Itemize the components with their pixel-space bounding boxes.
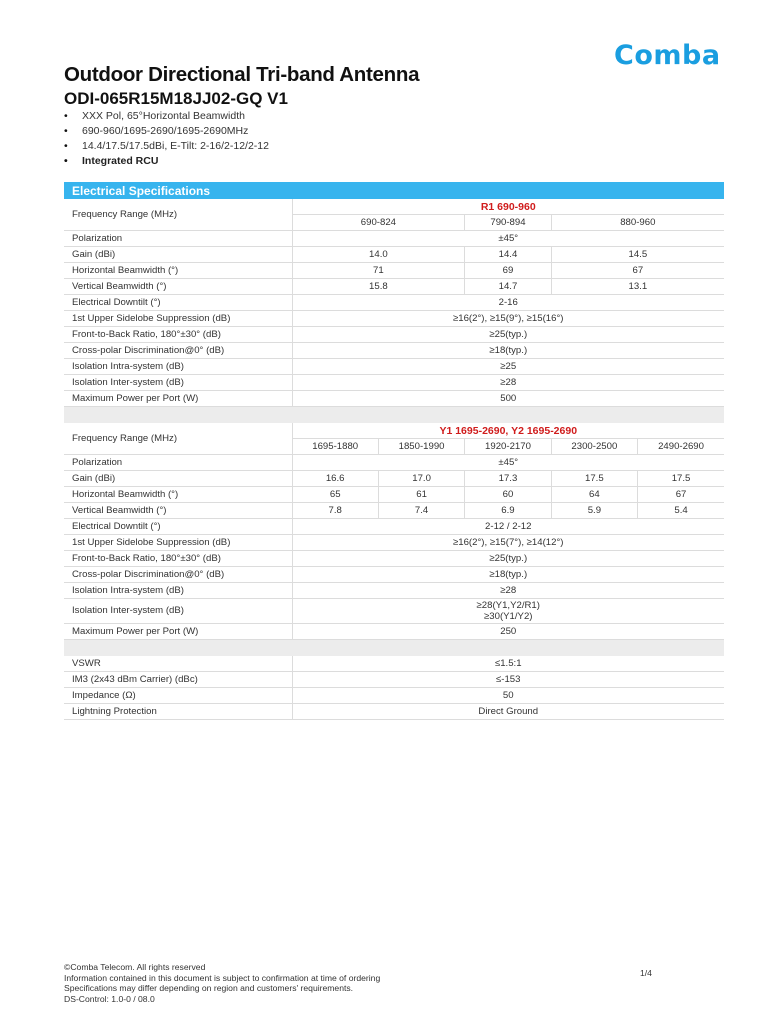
spec-row: [64, 231, 724, 247]
spec-label: Electrical Downtilt (°): [64, 519, 292, 535]
spec-value: 14.0: [292, 247, 465, 263]
spec-label: Horizontal Beamwidth (°): [64, 263, 292, 279]
spec-value: 17.5: [638, 471, 724, 487]
spec-row: [64, 704, 724, 720]
spec-row: [64, 503, 724, 519]
spec-label: Electrical Downtilt (°): [64, 295, 292, 311]
spec-value: [292, 551, 724, 567]
spec-value-line: ≥25(typ.): [489, 328, 528, 340]
spec-row: [64, 519, 724, 535]
band-label: R1 690-960: [292, 199, 724, 215]
spec-label: Isolation Intra-system (dB): [64, 359, 292, 375]
spec-value: [292, 624, 724, 640]
spec-row: [64, 391, 724, 407]
spec-value: 17.5: [551, 471, 637, 487]
spec-label: Polarization: [64, 231, 292, 247]
spec-label: Vertical Beamwidth (°): [64, 279, 292, 295]
section-header-row: [64, 182, 724, 199]
spec-value: 61: [378, 487, 464, 503]
spec-label: Polarization: [64, 455, 292, 471]
spec-value-line: ≥18(typ.): [489, 344, 528, 356]
spec-label: Cross-polar Discrimination@0° (dB): [64, 343, 292, 359]
spec-label: Maximum Power per Port (W): [64, 624, 292, 640]
spec-label: Isolation Inter-system (dB): [64, 599, 292, 624]
freq-column: 2300-2500: [551, 439, 637, 455]
spec-value: 14.7: [465, 279, 551, 295]
freq-column: 690-824: [292, 215, 465, 231]
spec-value: [292, 231, 724, 247]
freq-column: 1695-1880: [292, 439, 378, 455]
spec-label: IM3 (2x43 dBm Carrier) (dBc): [64, 672, 292, 688]
feature-item: • XXX Pol, 65°Horizontal Beamwidth: [64, 109, 269, 124]
spec-value: [292, 375, 724, 391]
spec-value: [292, 391, 724, 407]
band-label: Y1 1695-2690, Y2 1695-2690: [292, 423, 724, 439]
spec-value: 5.9: [551, 503, 637, 519]
spec-row: [64, 688, 724, 704]
spec-label: VSWR: [64, 656, 292, 672]
freq-column: 790-894: [465, 215, 551, 231]
spec-row: [64, 247, 724, 263]
spec-row: [64, 359, 724, 375]
spec-value: 67: [551, 263, 724, 279]
spec-row: [64, 624, 724, 640]
feature-item: • 14.4/17.5/17.5dBi, E-Tilt: 2-16/2-12/2-12: [64, 139, 269, 154]
spec-value: 15.8: [292, 279, 465, 295]
footer: [64, 962, 380, 1004]
spec-row: [64, 343, 724, 359]
spec-value-line: ≥16(2°), ≥15(7°), ≥14(12°): [453, 536, 564, 548]
spec-value: [292, 583, 724, 599]
spec-row: [64, 656, 724, 672]
spec-value: 17.0: [378, 471, 464, 487]
spec-value: 13.1: [551, 279, 724, 295]
section-header: Electrical Specifications: [64, 182, 724, 199]
spec-label: Vertical Beamwidth (°): [64, 503, 292, 519]
spec-value: 50: [292, 688, 724, 704]
page-title: Outdoor Directional Tri-band Antenna: [64, 63, 420, 86]
spec-value: [292, 359, 724, 375]
spec-row: [64, 567, 724, 583]
spec-label: Lightning Protection: [64, 704, 292, 720]
separator-cell: [64, 407, 724, 424]
spec-value: [292, 519, 724, 535]
spec-row: [64, 583, 724, 599]
freq-column: 880-960: [551, 215, 724, 231]
spec-value-line: ≥28: [500, 376, 517, 388]
spec-value: 65: [292, 487, 378, 503]
spec-label: Impedance (Ω): [64, 688, 292, 704]
spec-value: [292, 455, 724, 471]
freq-column: 2490-2690: [638, 439, 724, 455]
freq-range-label: Frequency Range (MHz): [64, 199, 292, 231]
spec-row: [64, 535, 724, 551]
feature-item: • 690-960/1695-2690/1695-2690MHz: [64, 124, 269, 139]
section-separator: [64, 407, 724, 424]
spec-value: Direct Ground: [292, 704, 724, 720]
spec-value-line: ≥30(Y1/Y2): [484, 611, 533, 622]
freq-column: 1920-2170: [465, 439, 551, 455]
spec-value: 7.8: [292, 503, 378, 519]
spec-label: Front-to-Back Ratio, 180°±30° (dB): [64, 551, 292, 567]
model-number: ODI-065R15M18JJ02-GQ V1: [64, 89, 288, 108]
spec-row: [64, 327, 724, 343]
spec-value: 64: [551, 487, 637, 503]
spec-value: 5.4: [638, 503, 724, 519]
spec-value: [292, 295, 724, 311]
spec-value: 60: [465, 487, 551, 503]
spec-value: 14.5: [551, 247, 724, 263]
spec-value-line: ≥28: [500, 584, 517, 596]
footer-copyright: ©Comba Telecom. All rights reserved: [64, 962, 206, 972]
spec-value-line: ±45°: [498, 456, 519, 468]
spec-value-line: ≥25(typ.): [489, 552, 528, 564]
footer-disclaimer: Information contained in this document is subject to confirmation at time of ordering: [64, 972, 381, 983]
spec-value: [292, 567, 724, 583]
spec-label: 1st Upper Sidelobe Suppression (dB): [64, 535, 292, 551]
section-separator: [64, 640, 724, 657]
spec-value-line: ≥18(typ.): [489, 568, 528, 580]
comba-logo: Comba: [614, 40, 721, 71]
spec-label: Front-to-Back Ratio, 180°±30° (dB): [64, 327, 292, 343]
spec-label: Gain (dBi): [64, 471, 292, 487]
spec-row: [64, 551, 724, 567]
spec-value: 71: [292, 263, 465, 279]
spec-value-line: 500: [500, 392, 517, 404]
feature-item: • Integrated RCU: [64, 154, 269, 169]
spec-value: ≤1.5:1: [292, 656, 724, 672]
spec-value: ≤-153: [292, 672, 724, 688]
spec-value: [292, 327, 724, 343]
spec-value-line: ≥16(2°), ≥15(9°), ≥15(16°): [453, 312, 564, 324]
spec-value-line: 250: [500, 625, 517, 637]
spec-row: [64, 295, 724, 311]
spec-value: 17.3: [465, 471, 551, 487]
spec-value-line: ≥28(Y1,Y2/R1): [476, 600, 540, 611]
spec-value: 7.4: [378, 503, 464, 519]
footer-note: Specifications may differ depending on region and customers' requirements.: [64, 983, 354, 993]
spec-value-line: 2-12 / 2-12: [485, 520, 532, 532]
spec-label: 1st Upper Sidelobe Suppression (dB): [64, 311, 292, 327]
spec-row: [64, 279, 724, 295]
spec-label: Gain (dBi): [64, 247, 292, 263]
band-header-row: [64, 199, 724, 215]
feature-list: [64, 109, 269, 169]
spec-value: 14.4: [465, 247, 551, 263]
band-header-row: [64, 423, 724, 439]
spec-value: [292, 599, 724, 624]
spec-value: 16.6: [292, 471, 378, 487]
spec-row: [64, 455, 724, 471]
spec-label: Maximum Power per Port (W): [64, 391, 292, 407]
spec-value: [292, 343, 724, 359]
spec-row: [64, 487, 724, 503]
page-number: 1/4: [640, 968, 652, 978]
footer-control: DS-Control: 1.0-0 / 08.0: [64, 993, 155, 1004]
spec-value-line: ±45°: [498, 232, 519, 244]
spec-value: 6.9: [465, 503, 551, 519]
spec-label: Cross-polar Discrimination@0° (dB): [64, 567, 292, 583]
spec-table: [64, 182, 724, 720]
spec-row: [64, 263, 724, 279]
spec-row: [64, 672, 724, 688]
spec-value-line: ≥25: [500, 360, 517, 372]
freq-range-label: Frequency Range (MHz): [64, 423, 292, 455]
spec-value: [292, 535, 724, 551]
spec-value: [292, 311, 724, 327]
spec-row: [64, 471, 724, 487]
freq-column: 1850-1990: [378, 439, 464, 455]
spec-value: 67: [638, 487, 724, 503]
separator-cell: [64, 640, 724, 657]
spec-label: Isolation Intra-system (dB): [64, 583, 292, 599]
spec-value-line: 2-16: [498, 296, 518, 308]
spec-value: 69: [465, 263, 551, 279]
spec-row: [64, 311, 724, 327]
spec-row: [64, 375, 724, 391]
spec-label: Horizontal Beamwidth (°): [64, 487, 292, 503]
spec-row: [64, 599, 724, 624]
spec-label: Isolation Inter-system (dB): [64, 375, 292, 391]
